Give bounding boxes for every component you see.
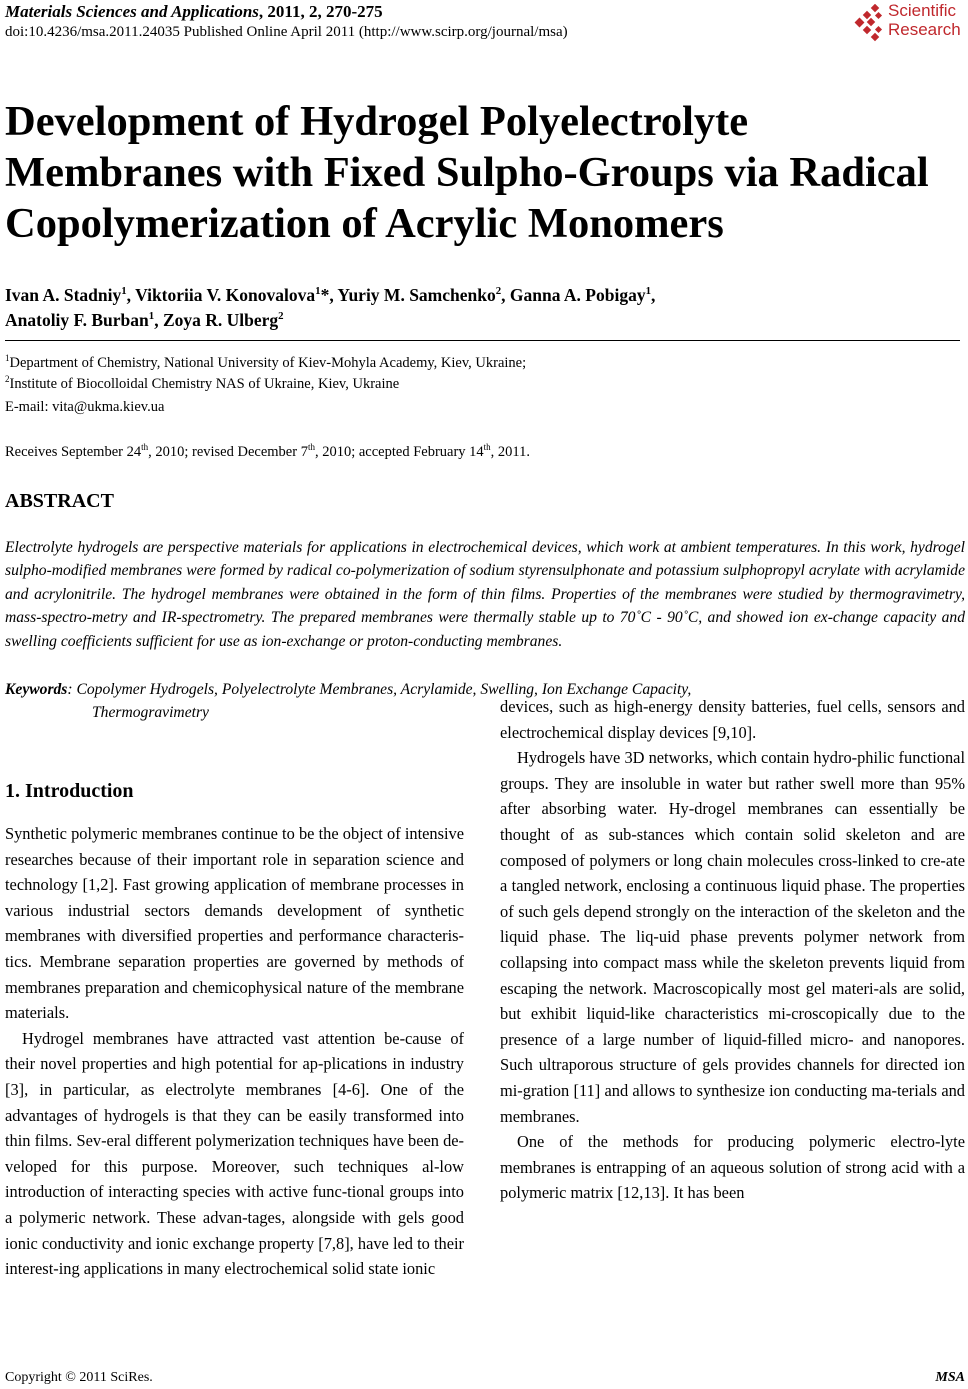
citation: , 2011, 2, 270-275: [258, 2, 383, 21]
doi-line: doi:10.4236/msa.2011.24035 Published Online April 2011 (http://www.scirp.org/journal/msa): [5, 24, 568, 40]
affil-mark: 1: [315, 285, 321, 298]
ordinal: th: [483, 442, 491, 453]
email: E-mail: vita@ukma.kiev.ua: [5, 399, 165, 415]
date-text: , 2010; revised December 7: [148, 444, 308, 460]
affil-mark: 1: [148, 310, 155, 323]
author: , Ganna A. Pobigay: [501, 285, 646, 305]
title-line: Copolymerization of Acrylic Monomers: [5, 200, 724, 247]
author: , Zoya R. Ulberg: [154, 310, 279, 330]
date-text: , 2011.: [490, 444, 531, 460]
journal-name: Materials Sciences and Applications: [5, 2, 259, 21]
section-heading: 1. Introduction: [5, 780, 134, 802]
comma: ,: [651, 285, 656, 305]
left-column: [5, 821, 464, 1282]
logo-text-line2: Research: [888, 20, 961, 39]
affil-mark: 2: [495, 285, 502, 298]
paragraph: Synthetic polymeric membranes continue to be the object of intensive researches because of their important role in separation science and technology [1,2]. Fast growing application of membrane processes in various industrial sectors demands development of synthetic membranes with diversified properties and performance characteris-tics. Membrane separation properties are governed by methods of membranes preparation and chemicophysical nature of the membrane materials.: [5, 824, 464, 1023]
right-column: [500, 694, 965, 1206]
affil-mark: 2: [278, 310, 284, 323]
copyright: Copyright © 2011 SciRes.: [5, 1370, 153, 1385]
ordinal: th: [141, 442, 149, 453]
author: , Yuriy M. Samchenko: [329, 285, 496, 305]
footer: [5, 1370, 965, 1386]
paragraph: Hydrogels have 3D networks, which contain hydro-philic functional groups. They are insoluble in water but rather swell more than 95% after absorbing water. Hy-drogel membranes can essentially be thought of as sub-stances which contain solid skeleton and are composed of polymers or long chain molecules cross-linked to cre-ate a tangled network, enclosing a continuous liquid phase. The properties of such gels depend strongly on the interaction of the skeleton and the liquid phase. The liq-uid phase prevents polymer network from collapsing into compact mass while the skeleton prevents liquid from escaping the network. Macroscopically most gel materi-als are solid, but exhibit liquid-like characteristics mi-croscopically due to the presence of a large number of liquid-filled micro- and nanopores. Such ultraporous structure of gels provides channels for directed ion mi-gration [11] and allows to synthesize ion conducting ma-terials and membranes.: [500, 748, 965, 1126]
received-dates: [5, 444, 530, 461]
date-text: , 2010; accepted February 14: [314, 444, 484, 460]
paper-title: [5, 96, 965, 249]
affil-mark: 1: [645, 285, 652, 298]
logo-diamonds-icon: [850, 4, 886, 42]
scientific-research-logo: [850, 2, 968, 42]
abstract-text: Electrolyte hydrogels are perspective materials for applications in electrochemical devices, which work at ambient temperatures. In this work, hydrogel sulpho-modified membranes were formed by radical co-polymerization of sodium styrensulphonate and potassium sulphopropyl acrylate with acrylamide and acrylonitrile. The hydrogel membranes were obtained in the form of thin films. Properties of the membranes were studied by thermogravimetry, mass-spectro-metry and IR-spectrometry. The prepared membranes were thermally stable up to 70˚C - 90˚C, and showed ion ex-change capacity and swelling coefficients sufficient for use as ion-exchange or proton-conducting membranes.: [5, 539, 965, 650]
date-text: Receives September 24: [5, 444, 142, 460]
journal-citation: [5, 2, 383, 22]
divider: [5, 340, 960, 341]
title-line: Development of Hydrogel Polyelectrolyte: [5, 98, 749, 145]
keywords-list: Thermogravimetry: [92, 704, 209, 722]
ordinal: th: [307, 442, 315, 453]
affiliations: [5, 353, 526, 395]
authors: [5, 283, 655, 333]
affil-mark: 1: [121, 285, 127, 298]
title-line: Membranes with Fixed Sulpho-Groups via Radical: [5, 149, 929, 196]
affil-num: 1: [5, 353, 10, 364]
keywords-list: : Copolymer Hydrogels, Polyelectrolyte Membranes, Acrylamide, Swelling, Ion Exchange Capacity,: [67, 681, 692, 698]
affiliation: Department of Chemistry, National University of Kiev-Mohyla Academy, Kiev, Ukraine;: [9, 355, 527, 371]
author: Ivan A. Stadniy: [5, 285, 122, 305]
author: Anatoliy F. Burban: [5, 310, 149, 330]
affiliation: Institute of Biocolloidal Chemistry NAS of Ukraine, Kiev, Ukraine: [9, 376, 400, 392]
affil-num: 2: [5, 374, 10, 385]
logo-text-line1: Scientific: [888, 1, 957, 20]
paragraph: Hydrogel membranes have attracted vast attention be-cause of their novel properties and high potential for ap-plications in industry [3], in particular, as electrolyte membranes [4-6]. One of the advantages of hydrogels is that they can be easily transformed into thin films. Sev-eral different polymerization techniques have been de-veloped for this purpose. Moreover, such techniques al-low introduction of interacting species with active func-tional groups into a polymeric network. These advan-tages, alongside with gels good ionic conductivity and ionic exchange property [7,8], have led to their interest-ing applications in many electrochemical solid state ionic: [5, 1028, 464, 1279]
author: , Viktoriia V. Konovalova: [126, 285, 316, 305]
keywords-label: Keywords: [5, 681, 68, 698]
corresponding-mark: *: [320, 285, 330, 305]
journal-abbr: MSA: [935, 1370, 965, 1385]
abstract-heading: ABSTRACT: [5, 490, 114, 512]
paragraph: devices, such as high-energy density batteries, fuel cells, sensors and electrochemical display devices [9,10].: [500, 697, 965, 742]
paragraph: One of the methods for producing polymeric electro-lyte membranes is entrapping of an aqueous solution of strong acid with a polymeric matrix [12,13]. It has been: [500, 1132, 965, 1203]
